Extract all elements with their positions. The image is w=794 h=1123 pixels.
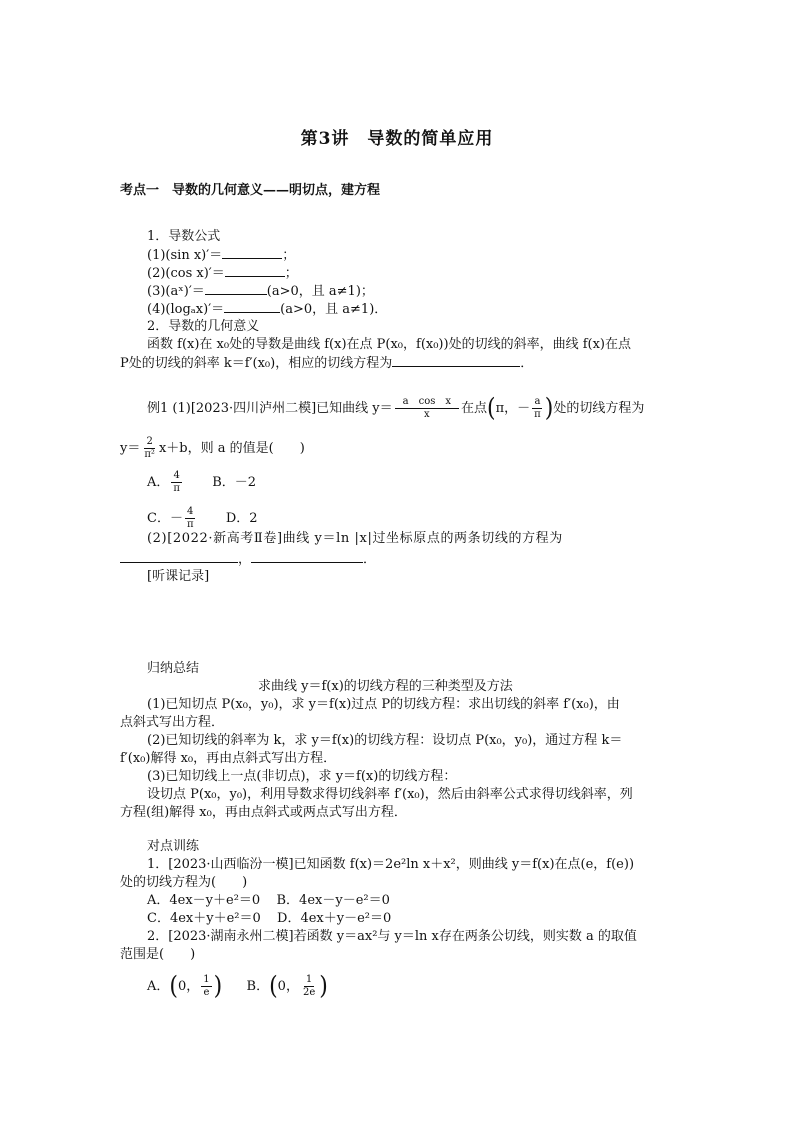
- page-title: 第3讲 导数的简单应用: [300, 129, 494, 149]
- option-row-ab: [147, 470, 256, 495]
- summary-2-line-1: (2)已知切线的斜率为 k，求 y＝f(x)的切线方程：设切点 P(x₀，y₀)，通过方程 k＝: [147, 733, 623, 748]
- option-b[interactable]: B．4ex－y－e²＝0: [276, 893, 390, 908]
- answer-blank[interactable]: [120, 550, 238, 563]
- practice-label: 对点训练: [147, 839, 200, 854]
- summary-3-line-3: 方程(组)解得 x₀，再由点斜式或两点式写出方程．: [120, 805, 407, 820]
- example-1-line-2: y＝ $\frac{2}{\text{π²}}$ x＋b，则 a 的值是( ): [120, 436, 305, 460]
- summary-1-line-2: 点斜式写出方程．: [120, 715, 225, 730]
- fraction: $\frac{2}{\text{π²}}$: [144, 436, 155, 460]
- option-row-cd: [147, 506, 258, 531]
- answer-blank[interactable]: [205, 282, 267, 295]
- geo-paragraph-line-1: 函数 f(x)在 x₀处的导数是曲线 f(x)在点 P(x₀，f(x₀))处的切线的斜率，曲线 f(x)在点: [147, 337, 631, 352]
- answer-blank[interactable]: [392, 354, 520, 367]
- formula-line-4: (4)(logₐx)′＝ (a>0，且 a≠1)．: [147, 302, 388, 317]
- example-1-part-2-blanks: ， ．: [120, 550, 376, 569]
- formula-heading: 1．导数公式: [147, 229, 221, 244]
- practice-1-line-2: 处的切线方程为( ): [120, 875, 248, 890]
- option-d[interactable]: D．4ex＋y－e²＝0: [277, 911, 392, 926]
- practice-1-line-1: 1．[2023·山西临汾一模]已知函数 f(x)＝2e²ln x＋x²，则曲线 y＝f(x)在点(e，f(e)): [147, 857, 635, 872]
- summary-1-line-1: (1)已知切点 P(x₀，y₀)，求 y＝f(x)过点 P的切线方程：求出切线的斜率 f′(x₀)，由: [147, 697, 620, 712]
- answer-blank[interactable]: [225, 264, 285, 277]
- practice-1-options-cd: [147, 910, 391, 928]
- option-b[interactable]: B．－2: [212, 475, 257, 490]
- option-c[interactable]: C．4ex＋y＋e²＝0: [147, 911, 261, 926]
- formula-line-1: (1)(sin x)′＝ ；: [147, 248, 296, 263]
- option-a[interactable]: A． $\frac{4}{\pi}$: [147, 470, 180, 494]
- practice-1-options-ab: [147, 892, 390, 910]
- option-a[interactable]: A．4ex－y＋e²＝0: [147, 893, 261, 908]
- practice-2-line-2: 范围是( ): [120, 947, 196, 962]
- practice-2-line-1: 2．[2023·湖南永州二模]若函数 y＝ax²与 y＝ln x存在两条公切线，则实数 a 的取值: [147, 929, 637, 944]
- summary-title: 求曲线 y＝f(x)的切线方程的三种类型及方法: [258, 679, 513, 694]
- notes-label: [听课记录]: [147, 569, 210, 584]
- option-d[interactable]: D．2: [225, 511, 258, 526]
- summary-label: 归纳总结: [147, 661, 200, 676]
- example-1-part-2: (2)[2022·新高考Ⅱ卷]曲线 y＝ln |x|过坐标原点的两条切线的方程为: [147, 531, 563, 546]
- summary-3-line-1: (3)已知切线上一点(非切点)，求 y＝f(x)的切线方程：: [147, 769, 457, 784]
- formula-line-2: (2)(cos x)′＝ ；: [147, 266, 298, 281]
- fraction: $\frac{a}{\pi}$: [534, 396, 541, 420]
- answer-blank[interactable]: [222, 246, 282, 259]
- formula-line-3: (3)(aˣ)′＝ (a>0，且 a≠1)；: [147, 284, 374, 299]
- geo-paragraph-line-2: P处的切线的斜率 k＝f′(x₀)，相应的切线方程为 ．: [120, 356, 534, 371]
- geo-heading: 2．导数的几何意义: [147, 319, 260, 334]
- summary-2-line-2: f′(x₀)解得 x₀，再由点斜式写出方程．: [120, 751, 337, 766]
- fraction: $\frac{\text{a cos x}}{x}$: [395, 396, 459, 421]
- example-1-line-1: 例1 (1)[2023·四川泸州二模]已知曲线 y＝ $\frac{\text{a cos x}}{x}$ 在点(π，－ $\frac{a}{\pi}$ )处的切线方程为: [147, 393, 645, 423]
- option-c[interactable]: C．－ $\frac{4}{\pi}$: [147, 506, 194, 530]
- answer-blank[interactable]: [251, 550, 363, 563]
- section-heading: 考点一 导数的几何意义——明切点，建方程: [120, 183, 381, 198]
- option-b[interactable]: B．(0， $\frac{1}{2e}$ ): [246, 971, 328, 1001]
- summary-3-line-2: 设切点 P(x₀，y₀)，利用导数求得切线斜率 f′(x₀)，然后由斜率公式求得切线斜率，列: [147, 787, 633, 802]
- answer-blank[interactable]: [224, 300, 280, 313]
- option-a[interactable]: A．(0， $\frac{1}{e}$ ): [147, 971, 223, 1001]
- practice-2-options: [147, 971, 328, 1001]
